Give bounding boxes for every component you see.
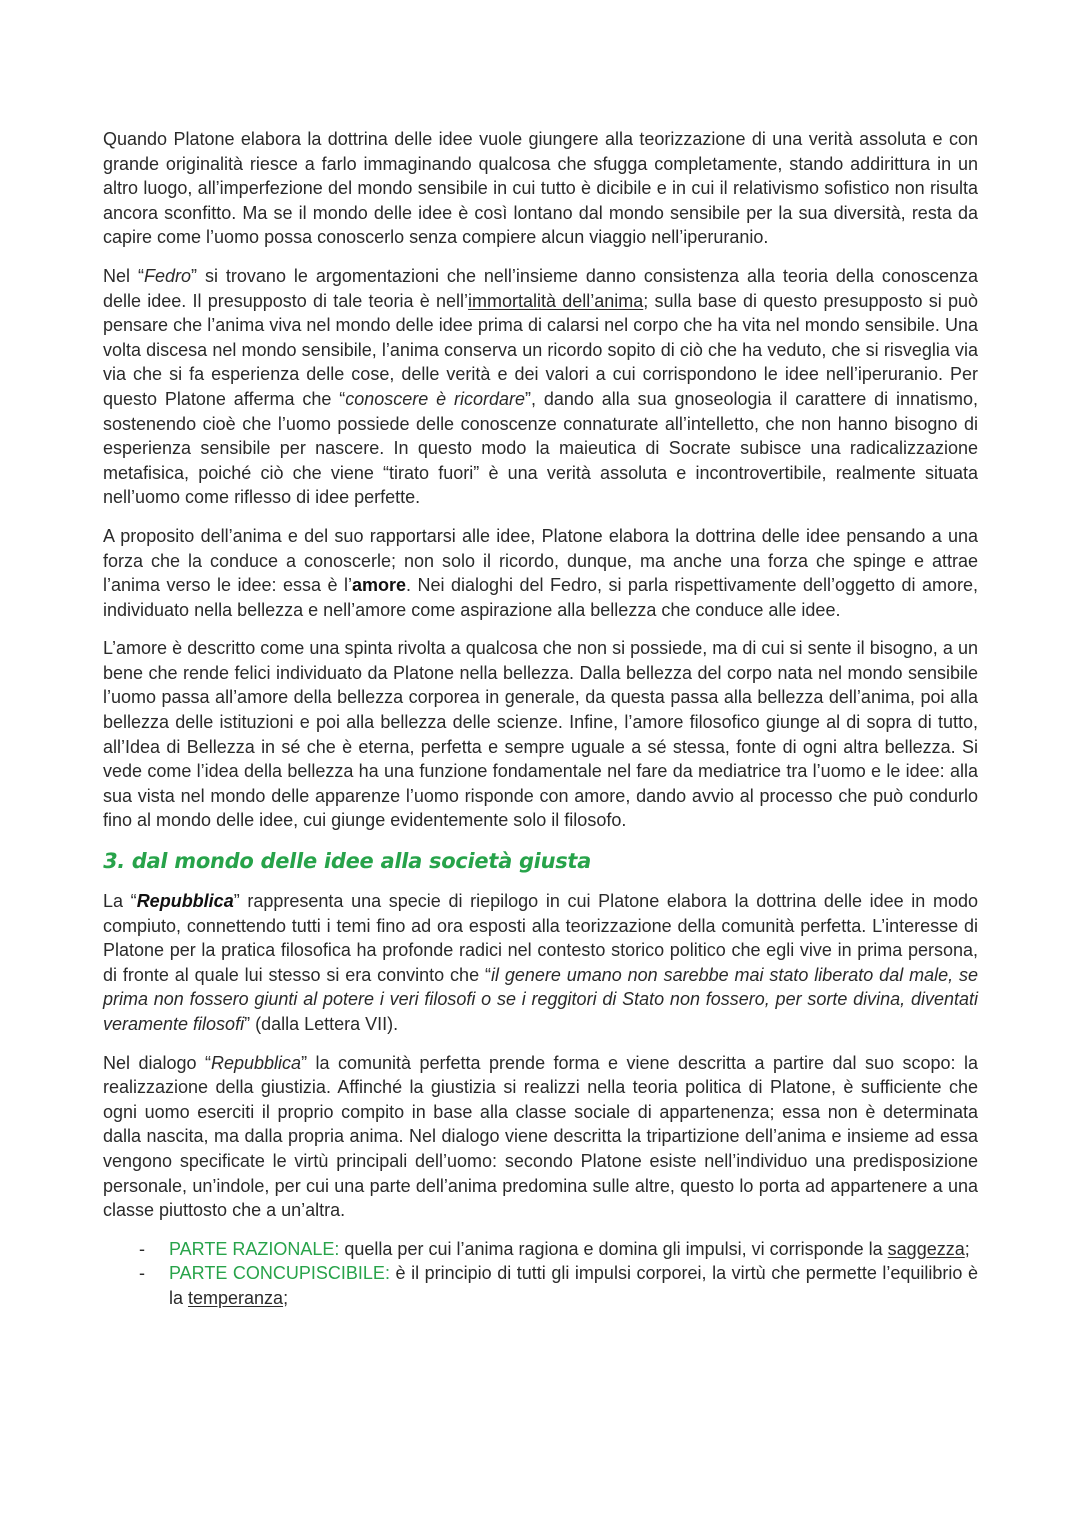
text-run: Nel dialogo “ [103,1052,211,1073]
text-run: il genere umano non sarebbe mai stato liberato dal male, se prima non fossero giunti al potere i veri filosofi o se i reggitori di Stato non fossero, per sorte divina, diventati veramente filosofi [103,964,978,1034]
text-run: ” rappresenta una specie di riepilogo in cui Platone elabora la dottrina delle idee in modo compiuto, connettendo tutti i temi fino ad ora esposti alla teorizzazione della comunità perfetta. L’interesse di Platone per la pratica filosofica ha profonde radici nel contesto storico politico che egli vive in prima persona, di fronte al quale lui stesso si era convinto che “ [103,891,978,985]
soul-parts-list [103,1237,978,1311]
document-page [100,127,979,1311]
list-item-label: PARTE CONCUPISCIBILE: [169,1263,390,1284]
text-run: Repubblica [136,891,234,912]
list-item [103,1237,978,1262]
text-run: ” (dalla Lettera VII). [244,1014,399,1034]
list-item-label: PARTE RAZIONALE: [169,1238,340,1259]
bullet-dash: - [139,1238,145,1259]
virtue-term: saggezza [887,1238,965,1259]
text-run: ” si trovano le argomentazioni che nell’insieme danno consistenza alla teoria della conoscenza delle idee. Il presupposto di tale teoria è nell’ [103,265,978,311]
paragraph-group-repubblica [103,889,978,1223]
text-run: . Nei dialoghi del Fedro, si parla rispettivamente dell’oggetto di amore, individuato nella bellezza e nell’amore come aspirazione alla bellezza che conduce alle idee. [103,575,978,620]
text-run: A proposito dell’anima e del suo rapportarsi alle idee, Platone elabora la dottrina delle idee pensando a una forza che la conduce a conoscerle; non solo il ricordo, dunque, ma anche una forza che spinge e attrae l’anima verso le idee: essa è l’ [103,525,978,596]
text-run: ”, dando alla sua gnoseologia il carattere di innatismo, sostenendo cioè che l’uomo possiede delle conoscenze connaturate all’intelletto, che non hanno bisogno di esperienza sensibile per nascere. In questo modo la maieutica di Socrate subisce una radicalizzazione metafisica, poiché ciò che viene “tirato fuori” è una verità assoluta e incontrovertibile, realmente situata nell’uomo come riflesso di idee perfette. [103,388,979,508]
list-item-text: quella per cui l’anima ragiona e domina gli impulsi, vi corrisponde la [339,1238,888,1259]
text-run: Fedro [143,265,191,286]
bullet-dash: - [139,1263,145,1284]
list-item-text: è il principio di tutti gli impulsi corporei, la virtù che permette l’equilibrio è la [169,1263,978,1308]
text-run: Repubblica [211,1052,302,1073]
text-run: Quando Platone elabora la dottrina delle idee vuole giungere alla teorizzazione di una verità assoluta e con grande originalità riesce a farlo immaginando qualcosa che sfugga completamente, stando addirittura in un altro luogo, all’imperfezione del mondo sensibile in cui tutto è dicibile e in cui il relativismo sofistico non risulta ancora sconfitto. Ma se il mondo delle idee è così lontano dal mondo sensibile per la sua diversità, resta da capire come l’uomo possa conoscerlo senza compiere alcun viaggio nell’iperuranio. [103,129,978,248]
text-run: ” la comunità perfetta prende forma e viene descritta a partire dal suo scopo: la realizzazione della giustizia. Affinché la giustizia si realizzi nella teoria politica di Platone, è sufficiente che ogni uomo eserciti il proprio compito in base alla classe sociale di appartenenza; essa non è determinata dalla nascita, ma dalla propria anima. Nel dialogo viene descritta la tripartizione dell’anima e insieme ad essa vengono specificate le virtù principali dell’uomo: secondo Platone esiste nell’individuo una predisposizione personale, un’indole, per cui una parte dell’anima predomina sulle altre, questo lo porta ad appartenere a una classe piuttosto che a un’altra. [103,1052,978,1221]
body-paragraph [103,264,978,510]
body-paragraph [103,127,978,250]
text-run: La “ [103,891,137,912]
text-run: Nel “ [103,265,144,286]
text-run: L’amore è descritto come una spinta rivolta a qualcosa che non si possiede, ma di cui si sente il bisogno, a un bene che rende felici individuato da Platone nella bellezza. Dalla bellezza del corpo nata nel mondo sensibile l’uomo passa all’amore della bellezza corporea in generale, da questa passa alla bellezza dell’anima, poi alla bellezza delle istituzioni e poi alla bellezza delle scienze. Infine, l’amore filosofico giunge al di sopra di tutto, all’Idea di Bellezza in sé che è eterna, perfetta e sempre uguale a sé stessa, fonte di ogni altra bellezza. Si vede come l’idea della bellezza ha una funzione fondamentale nel fare da mediatrice tra l’uomo e le idee: alla sua vista nel mondo delle apparenze l’uomo risponde con amore, dando avvio al processo che può condurlo fino al mondo delle idee, cui giunge evidentemente solo il filosofo. [103,638,978,831]
text-run: ; sulla base di questo presupposto si può pensare che l’anima viva nel mondo delle idee prima di calarsi nel corpo che ha vita nel mondo sensibile. Una volta discesa nel mondo sensibile, l’anima conserva un ricordo sopito di ciò che ha veduto, che si risveglia via via che si fa esperienza delle cose, delle verità e dei valori a cui corrispondono le idee nell’iperuranio. Per questo Platone afferma che “ [103,290,979,409]
body-paragraph [103,889,978,1037]
section-heading-text: 3. dal mondo delle idee alla società giusta [100,849,594,874]
body-paragraph [103,636,978,833]
list-item-end: ; [964,1238,970,1259]
text-run: immortalità dell’anima [467,290,644,311]
virtue-term: temperanza [188,1287,284,1308]
list-item-end: ; [283,1287,289,1308]
paragraph-group-intro [103,127,978,833]
text-run: amore [351,575,406,596]
body-paragraph [103,1051,978,1223]
list-item [103,1261,978,1310]
body-paragraph [103,524,978,622]
text-run: conoscere è ricordare [345,388,525,409]
section-heading [101,847,981,875]
